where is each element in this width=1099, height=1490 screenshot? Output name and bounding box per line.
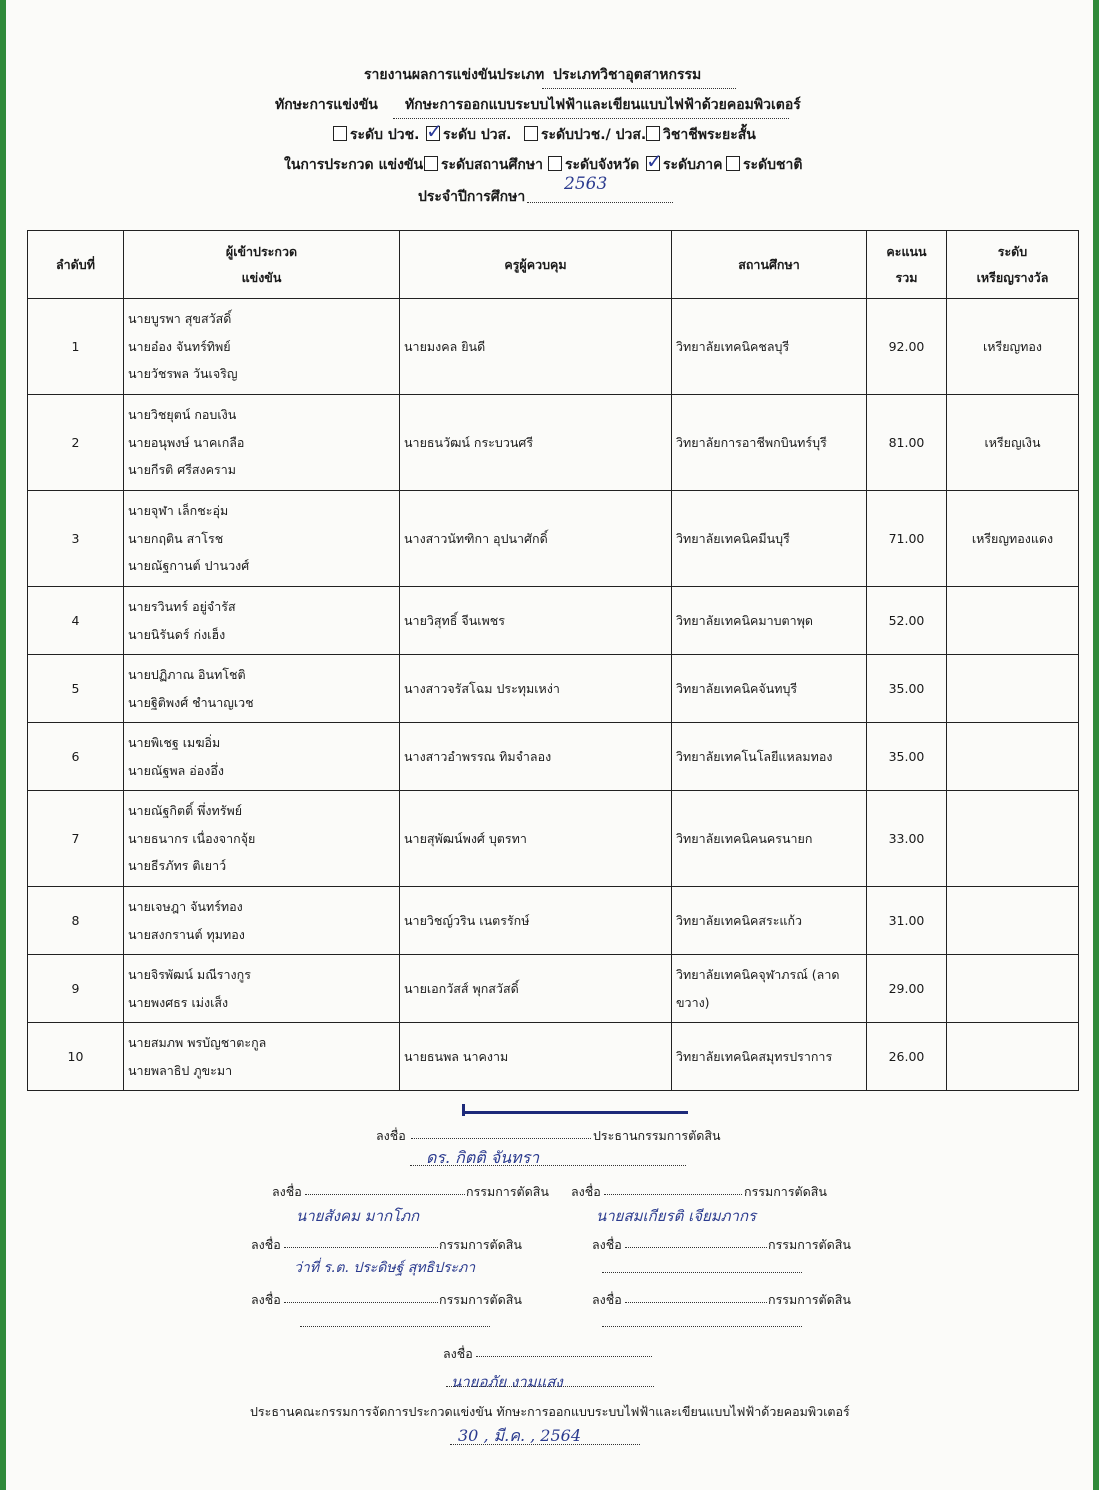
skill-label: ทักษะการแข่งขัน — [275, 97, 378, 113]
chair-signature-stroke — [462, 1111, 688, 1114]
judge-2-name: นายสมเกียรติ เจียมภากร — [596, 1207, 757, 1225]
organizer-role: ประธานคณะกรรมการจัดการประกวดแข่งขัน ทักษะการออกแบบระบบไฟฟ้าและเขียนแบบไฟฟ้าด้วยคอมพิวเตอร์ — [250, 1404, 850, 1419]
judge-6-sign-label: ลงชื่อ — [592, 1292, 622, 1307]
award: เหรียญทอง — [947, 299, 1079, 395]
row-number: 9 — [28, 955, 124, 1023]
competitor-names: นายรวินทร์ อยู่จำรัส นายนิรันดร์ ก่งเฮ็ง — [124, 587, 400, 655]
contest-option-national: ระดับชาติ — [726, 154, 802, 176]
chair-name: ดร. กิตติ จันทรา — [426, 1148, 540, 1167]
row-number: 1 — [28, 299, 124, 395]
judge-3-sign-line — [284, 1247, 438, 1248]
competitor-names: นายบูรพา สุขสวัสดิ์ นายอ๋อง จันทร์ทิพย์ นายวัชรพล วันเจริญ — [124, 299, 400, 395]
score: 35.00 — [867, 723, 947, 791]
checkbox-school — [424, 156, 438, 171]
competitor-names: นายวิชยุตน์ กอบเงิน นายอนุพงษ์ นาคเกลือ นายกีรติ ศรีสงคราม — [124, 395, 400, 491]
judge-1-name: นายสังคม มากโภก — [296, 1207, 420, 1225]
judge-4-name-line — [602, 1272, 802, 1273]
judge-1-sign-label: ลงชื่อ — [272, 1184, 302, 1199]
col-header-school: สถานศึกษา — [672, 231, 867, 299]
judge-1-role: กรรมการตัดสิน — [466, 1184, 549, 1199]
date-line — [450, 1444, 640, 1445]
judge-3-name: ว่าที่ ร.ต. ประดิษฐ์ สุทธิประภา — [294, 1260, 476, 1276]
judge-4-sign-line — [625, 1247, 767, 1248]
school-name: วิทยาลัยเทคนิคนครนายก — [672, 791, 867, 887]
row-number: 10 — [28, 1023, 124, 1091]
judge-5-sign-line — [284, 1302, 438, 1303]
school-name: วิทยาลัยเทคนิคมีนบุรี — [672, 491, 867, 587]
judge-2-role: กรรมการตัดสิน — [744, 1184, 827, 1199]
school-name: วิทยาลัยเทคนิคสระแก้ว — [672, 887, 867, 955]
chair-sign-line — [411, 1138, 591, 1139]
checkbox-national — [726, 156, 740, 171]
score: 52.00 — [867, 587, 947, 655]
award — [947, 955, 1079, 1023]
chair-name-line — [410, 1165, 686, 1166]
award — [947, 655, 1079, 723]
judge-3-sign-label: ลงชื่อ — [251, 1237, 281, 1252]
table-row — [28, 955, 1079, 1023]
skill-value: ทักษะการออกแบบระบบไฟฟ้าและเขียนแบบไฟฟ้าด้วยคอมพิวเตอร์ — [405, 97, 801, 113]
checkbox-both — [524, 126, 538, 141]
table-row — [28, 791, 1079, 887]
award — [947, 723, 1079, 791]
table-row — [28, 887, 1079, 955]
row-number: 3 — [28, 491, 124, 587]
table-row — [28, 299, 1079, 395]
year-value: 2563 — [564, 174, 608, 194]
organizer-name-line — [446, 1386, 654, 1387]
school-name: วิทยาลัยเทคนิคจุฬาภรณ์ (ลาดขวาง) — [672, 955, 867, 1023]
score: 81.00 — [867, 395, 947, 491]
school-name: วิทยาลัยเทคนิคจันทบุรี — [672, 655, 867, 723]
judge-6-name-line — [602, 1326, 802, 1327]
report-type-value: ประเภทวิชาอุตสาหกรรม — [553, 67, 702, 83]
level-option-pvs: ✓ ระดับ ปวส. — [426, 119, 512, 143]
judge-2-sign-label: ลงชื่อ — [571, 1184, 601, 1199]
judge-6-sign-line — [625, 1302, 767, 1303]
competitor-names: นายสมภพ พรบัญชาตะกูล นายพลาธิป ภูขะมา — [124, 1023, 400, 1091]
row-number: 8 — [28, 887, 124, 955]
table-row — [28, 587, 1079, 655]
teacher-name: นางสาวนัทฑิกา อุปนาศักดิ์ — [400, 491, 672, 587]
col-header-award: ระดับ เหรียญรางวัล — [947, 231, 1079, 299]
judge-1-sign-line — [305, 1194, 465, 1195]
school-name: วิทยาลัยเทคนิคชลบุรี — [672, 299, 867, 395]
teacher-name: นายเอกวัสส์ พุกสวัสดิ์ — [400, 955, 672, 1023]
col-header-score: คะแนน รวม — [867, 231, 947, 299]
competitor-names: นายจุฬา เล็กชะอุ่ม นายกฤติน สาโรช นายณัฐกานต์ ปานวงศ์ — [124, 491, 400, 587]
row-number: 7 — [28, 791, 124, 887]
table-row — [28, 1023, 1079, 1091]
competitor-names: นายเจษฎา จันทร์ทอง นายสงกรานต์ ทุมทอง — [124, 887, 400, 955]
contest-option-region: ✓ ระดับภาค — [646, 149, 723, 173]
col-header-no: ลำดับที่ — [28, 231, 124, 299]
judge-3-role: กรรมการตัดสิน — [439, 1237, 522, 1252]
skill-dotline — [393, 118, 789, 119]
table-row — [28, 655, 1079, 723]
award: เหรียญเงิน — [947, 395, 1079, 491]
competitor-names: นายณัฐกิตติ์ พึ่งทรัพย์ นายธนากร เนื่องจากจุ้ย นายธีรภัทร ติเยาว์ — [124, 791, 400, 887]
judge-5-name-line — [300, 1326, 490, 1327]
table-row — [28, 395, 1079, 491]
judge-2-sign-line — [604, 1194, 742, 1195]
teacher-name: นายธนวัฒน์ กระบวนศรี — [400, 395, 672, 491]
teacher-name: นายธนพล นาคงาม — [400, 1023, 672, 1091]
level-option-pvc: ระดับ ปวช. — [333, 124, 419, 146]
checkbox-region-checked: ✓ — [646, 149, 663, 173]
award — [947, 887, 1079, 955]
score: 31.00 — [867, 887, 947, 955]
award — [947, 791, 1079, 887]
score: 92.00 — [867, 299, 947, 395]
row-number: 4 — [28, 587, 124, 655]
competitor-names: นายพิเชฐ เมฆอิ่ม นายณัฐพล อ่องอึ่ง — [124, 723, 400, 791]
score: 71.00 — [867, 491, 947, 587]
award — [947, 1023, 1079, 1091]
score: 35.00 — [867, 655, 947, 723]
checkbox-pvc — [333, 126, 347, 141]
report-type-label: รายงานผลการแข่งขันประเภท — [364, 67, 545, 83]
teacher-name: นายสุพัฒน์พงศ์ บุตรทา — [400, 791, 672, 887]
teacher-name: นายวิสุทธิ์ จีนเพชร — [400, 587, 672, 655]
organizer-sign-label: ลงชื่อ — [443, 1346, 473, 1361]
contest-option-school: ระดับสถานศึกษา — [424, 154, 543, 176]
contest-option-province: ระดับจังหวัด — [548, 154, 639, 176]
row-number: 5 — [28, 655, 124, 723]
organizer-name: นายอภัย งามแสง — [451, 1373, 563, 1391]
score: 26.00 — [867, 1023, 947, 1091]
judge-4-sign-label: ลงชื่อ — [592, 1237, 622, 1252]
competitor-names: นายจิรพัฒน์ มณีรางกูร นายพงศธร เม่งเส็ง — [124, 955, 400, 1023]
signing-date: 30 , มี.ค. , 2564 — [458, 1426, 582, 1445]
award: เหรียญทองแดง — [947, 491, 1079, 587]
checkbox-province — [548, 156, 562, 171]
level-option-both: ระดับปวช./ ปวส. — [524, 124, 646, 146]
school-name: วิทยาลัยเทคนิคสมุทรปราการ — [672, 1023, 867, 1091]
document-page — [6, 0, 1093, 1490]
row-number: 6 — [28, 723, 124, 791]
score: 33.00 — [867, 791, 947, 887]
report-type-dotline — [542, 88, 736, 89]
school-name: วิทยาลัยการอาชีพกบินทร์บุรี — [672, 395, 867, 491]
year-dotline — [527, 202, 673, 203]
score: 29.00 — [867, 955, 947, 1023]
checkbox-short — [646, 126, 660, 141]
competitor-names: นายปฏิภาณ อินทโชติ นายฐิติพงศ์ ชำนาญเวช — [124, 655, 400, 723]
organizer-sign-line — [476, 1356, 652, 1357]
school-name: วิทยาลัยเทคนิคมาบตาพุด — [672, 587, 867, 655]
judge-5-sign-label: ลงชื่อ — [251, 1292, 281, 1307]
checkbox-pvs-checked: ✓ — [426, 119, 443, 143]
judge-4-role: กรรมการตัดสิน — [768, 1237, 851, 1252]
teacher-name: นางสาวจรัสโฉม ประทุมเหง่า — [400, 655, 672, 723]
teacher-name: นายมงคล ยินดี — [400, 299, 672, 395]
row-number: 2 — [28, 395, 124, 491]
school-name: วิทยาลัยเทคโนโลยีแหลมทอง — [672, 723, 867, 791]
table-row — [28, 723, 1079, 791]
table-header-row — [28, 231, 1079, 299]
chair-role: ประธานกรรมการตัดสิน — [593, 1128, 721, 1143]
teacher-name: นายวิชญ์วริน เนตรรักษ์ — [400, 887, 672, 955]
results-table — [27, 230, 1079, 1091]
level-option-short: วิชาชีพระยะสั้น — [646, 124, 756, 146]
chair-signature-hook — [462, 1104, 465, 1116]
table-row — [28, 491, 1079, 587]
award — [947, 587, 1079, 655]
judge-5-role: กรรมการตัดสิน — [439, 1292, 522, 1307]
col-header-competitors: ผู้เข้าประกวด แข่งขัน — [124, 231, 400, 299]
chair-sign-label: ลงชื่อ — [376, 1128, 406, 1143]
contest-label: ในการประกวด แข่งขัน — [284, 157, 424, 173]
teacher-name: นางสาวอำพรรณ ทิมจำลอง — [400, 723, 672, 791]
year-label: ประจำปีการศึกษา — [418, 189, 526, 205]
judge-6-role: กรรมการตัดสิน — [768, 1292, 851, 1307]
col-header-teacher: ครูผู้ควบคุม — [400, 231, 672, 299]
